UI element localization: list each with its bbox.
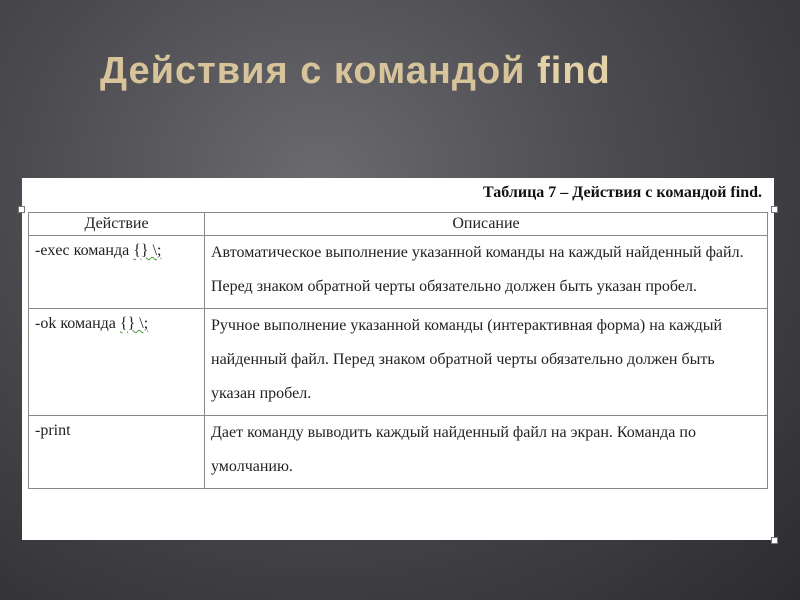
table-image[interactable] bbox=[22, 178, 774, 540]
table-row bbox=[29, 236, 768, 309]
header-description: Описание bbox=[205, 213, 768, 236]
resize-handle-left[interactable] bbox=[18, 206, 25, 213]
resize-handle-bottom-right[interactable] bbox=[771, 537, 778, 544]
description-cell: Ручное выполнение указанной команды (интерактивная форма) на каждый найденный файл. Перед знаком обратной черты обязательно должен быть указан пробел. bbox=[205, 309, 768, 416]
resize-handle-top-right[interactable] bbox=[771, 206, 778, 213]
table-row bbox=[29, 309, 768, 416]
slide-title-text: Действия с командой bbox=[100, 50, 526, 92]
table-header-row bbox=[29, 213, 768, 236]
action-cell bbox=[29, 416, 205, 489]
header-action: Действие bbox=[29, 213, 205, 236]
description-cell: Дает команду выводить каждый найденный файл на экран. Команда по умолчанию. bbox=[205, 416, 768, 489]
action-text: -ok команда bbox=[35, 315, 120, 332]
action-text: -print bbox=[35, 422, 71, 439]
action-cell bbox=[29, 309, 205, 416]
action-text: -exec команда bbox=[35, 242, 134, 259]
action-args: {} \; bbox=[119, 315, 149, 332]
slide-title-command: find bbox=[537, 50, 611, 92]
table-row bbox=[29, 416, 768, 489]
actions-table bbox=[28, 212, 768, 489]
action-cell bbox=[29, 236, 205, 309]
table-caption: Таблица 7 – Действия с командой find. bbox=[483, 184, 762, 201]
description-cell: Автоматическое выполнение указанной команды на каждый найденный файл. Перед знаком обратной черты обязательно должен быть указан пробел. bbox=[205, 236, 768, 309]
slide-title bbox=[100, 50, 740, 93]
action-args: {} \; bbox=[133, 242, 162, 259]
